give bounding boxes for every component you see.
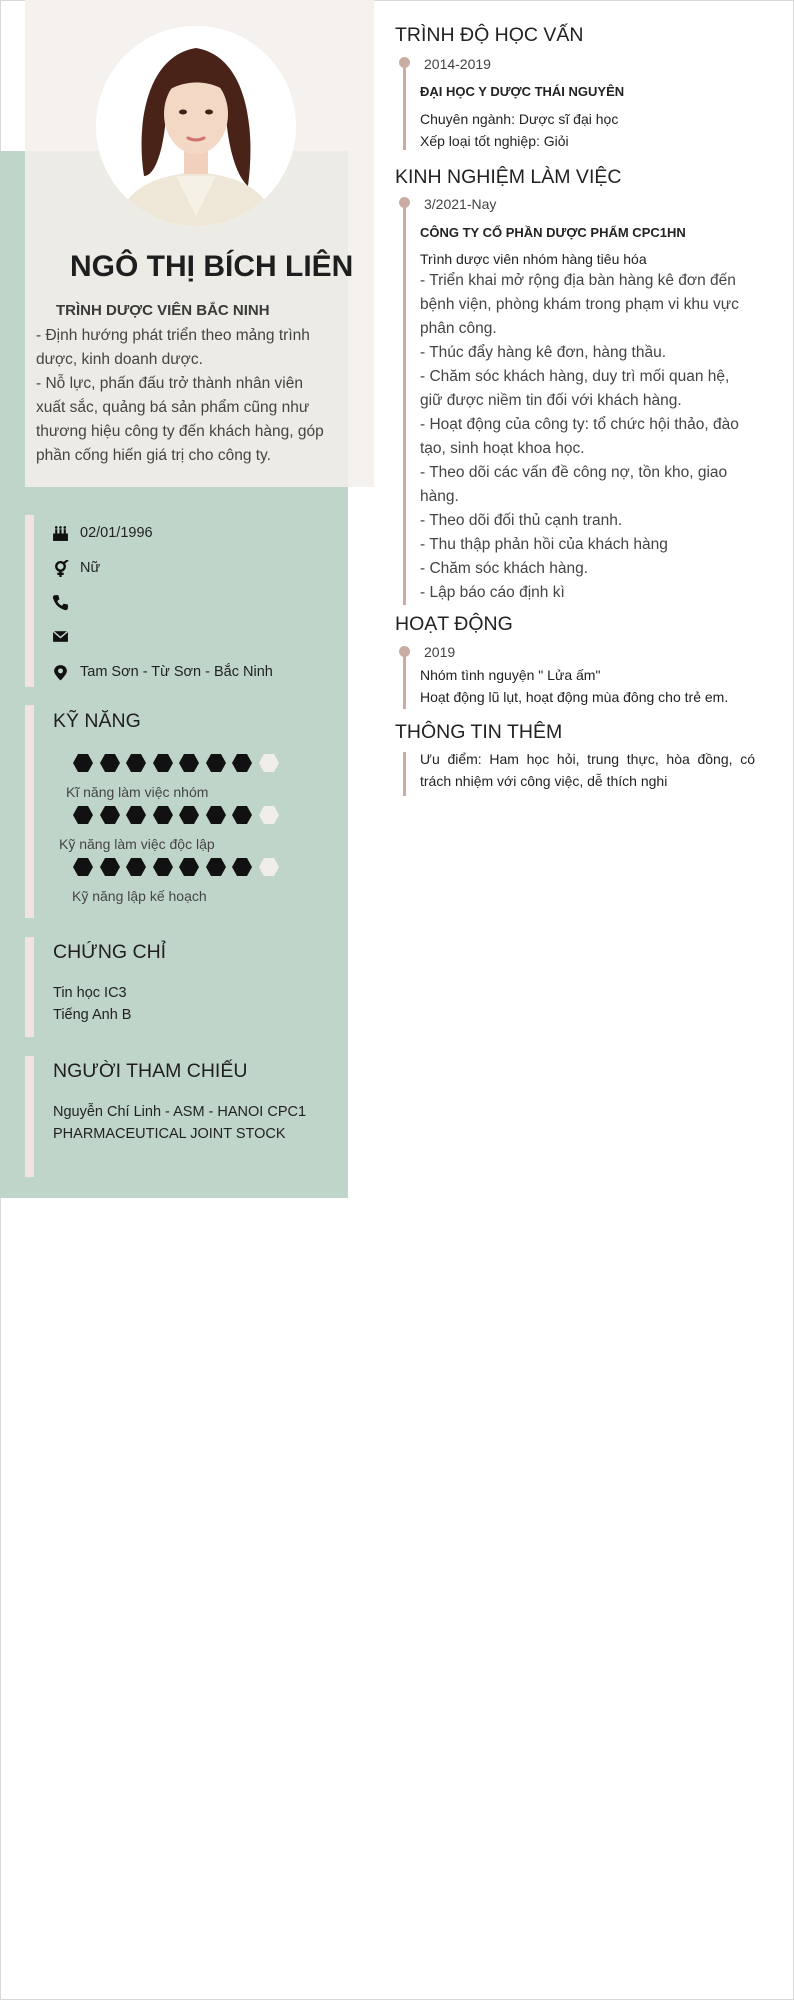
education-date: 2014-2019	[424, 56, 491, 72]
duty-item: - Thu thập phản hồi của khách hàng	[420, 536, 668, 553]
rating-dot-filled	[125, 804, 147, 826]
skill-rating	[72, 752, 284, 774]
candidate-name: NGÔ THỊ BÍCH LIÊN	[70, 250, 354, 283]
objective-line: - Định hướng phát triển theo mảng trình dược, kinh doanh dược.	[36, 327, 310, 368]
skill-label: Kĩ năng làm việc nhóm	[66, 784, 209, 800]
duty-item: - Triển khai mở rộng địa bàn hàng kê đơn đến bệnh viện, phòng khám trong phạm vi khu vực phân công.	[420, 272, 739, 337]
rating-dot-filled	[231, 804, 253, 826]
experience-title: KINH NGHIỆM LÀM VIỆC	[395, 166, 622, 188]
gender-value: Nữ	[80, 560, 101, 576]
skills-accent-bar	[25, 705, 34, 918]
rating-dot-filled	[125, 856, 147, 878]
experience-timeline	[403, 198, 406, 605]
additional-info-text: Ưu điểm: Ham học hỏi, trung thực, hòa đồng, có trách nhiệm với công việc, dễ thích nghi	[420, 751, 755, 789]
education-timeline	[403, 58, 406, 150]
gender-icon	[52, 560, 69, 577]
rating-dot-empty	[258, 752, 280, 774]
certificate-item: Tin học IC3	[53, 985, 127, 1001]
address-row	[52, 660, 273, 684]
duty-item: - Hoạt động của công ty: tổ chức hội thảo, đào tạo, sinh hoạt khoa học.	[420, 416, 739, 457]
location-pin-icon	[52, 664, 69, 681]
education-title: TRÌNH ĐỘ HỌC VẤN	[395, 24, 584, 46]
rating-dot-filled	[99, 804, 121, 826]
rating-dot-filled	[152, 804, 174, 826]
duty-item: - Theo dõi đối thủ cạnh tranh.	[420, 512, 623, 529]
timeline-dot	[399, 57, 410, 68]
skill-rating	[72, 856, 284, 878]
rating-dot-filled	[99, 752, 121, 774]
experience-date: 3/2021-Nay	[424, 196, 497, 212]
birthday-row	[52, 521, 153, 545]
rating-dot-filled	[72, 804, 94, 826]
activity-details	[420, 664, 755, 708]
duty-item: - Theo dõi các vấn đề công nợ, tồn kho, giao hàng.	[420, 464, 728, 505]
career-objective	[36, 324, 326, 468]
rating-dot-filled	[231, 856, 253, 878]
rating-dot-filled	[99, 856, 121, 878]
timeline-dot	[399, 646, 410, 657]
rating-dot-filled	[205, 804, 227, 826]
job-position: TRÌNH DƯỢC VIÊN BẮC NINH	[56, 302, 270, 319]
address-value: Tam Sơn - Từ Sơn - Bắc Ninh	[80, 664, 273, 680]
certificates-list	[53, 982, 323, 1026]
timeline-dot	[399, 197, 410, 208]
education-details	[420, 108, 755, 152]
education-major: Chuyên ngành: Dược sĩ đại học	[420, 111, 619, 127]
email-icon	[52, 628, 69, 645]
activities-title: HOẠT ĐỘNG	[395, 613, 513, 635]
email-row	[52, 624, 80, 648]
rating-dot-filled	[152, 752, 174, 774]
duty-item: - Thúc đẩy hàng kê đơn, hàng thầu.	[420, 344, 666, 361]
rating-dot-filled	[178, 856, 200, 878]
references-accent-bar	[25, 1056, 34, 1177]
activity-date: 2019	[424, 644, 456, 660]
additional-info-bar	[403, 752, 406, 796]
education-grade: Xếp loại tốt nghiệp: Giỏi	[420, 133, 569, 149]
skills-title: KỸ NĂNG	[53, 710, 141, 732]
duty-item: - Lập báo cáo định kì	[420, 584, 565, 601]
rating-dot-filled	[231, 752, 253, 774]
rating-dot-empty	[258, 804, 280, 826]
skill-label: Kỹ năng làm việc độc lập	[59, 836, 215, 852]
duty-item: - Chăm sóc khách hàng, duy trì mối quan hệ, giữ được niềm tin đối với khách hàng.	[420, 368, 730, 409]
rating-dot-filled	[178, 804, 200, 826]
skill-label: Kỹ năng lập kế hoạch	[72, 888, 207, 904]
birthday-value: 02/01/1996	[80, 525, 153, 541]
experience-duties	[420, 269, 755, 605]
rating-dot-filled	[178, 752, 200, 774]
references-title: NGƯỜI THAM CHIẾU	[53, 1060, 248, 1082]
rating-dot-filled	[125, 752, 147, 774]
rating-dot-empty	[258, 856, 280, 878]
rating-dot-filled	[72, 856, 94, 878]
rating-dot-filled	[205, 752, 227, 774]
skill-rating	[72, 804, 284, 826]
reference-text: Nguyễn Chí Linh - ASM - HANOI CPC1 PHARMACEUTICAL JOINT STOCK	[53, 1104, 307, 1142]
duty-item: - Chăm sóc khách hàng.	[420, 560, 589, 577]
rating-dot-filled	[205, 856, 227, 878]
phone-row	[52, 590, 80, 614]
rating-dot-filled	[152, 856, 174, 878]
additional-info-title: THÔNG TIN THÊM	[395, 721, 563, 743]
certificate-item: Tiếng Anh B	[53, 1007, 132, 1023]
activity-description: Hoạt động lũ lụt, hoạt động mùa đông cho trẻ em.	[420, 689, 729, 705]
education-school: ĐẠI HỌC Y DƯỢC THÁI NGUYÊN	[420, 84, 625, 99]
objective-line: - Nỗ lực, phấn đấu trở thành nhân viên xuất sắc, quảng bá sản phẩm cũng như thương hiệu công ty đến khách hàng, góp phần cống hiến giá trị cho công ty.	[36, 375, 324, 464]
birthday-cake-icon	[52, 525, 69, 542]
activity-name: Nhóm tình nguyện " Lửa ấm"	[420, 667, 601, 683]
certificates-title: CHỨNG CHỈ	[53, 941, 167, 963]
rating-dot-filled	[72, 752, 94, 774]
experience-company: CÔNG TY CỔ PHẦN DƯỢC PHẨM CPC1HN	[420, 225, 686, 240]
contact-accent-bar	[25, 515, 34, 687]
certificates-accent-bar	[25, 937, 34, 1037]
experience-role: Trình dược viên nhóm hàng tiêu hóa	[420, 251, 647, 267]
gender-row	[52, 556, 100, 580]
phone-icon	[52, 594, 69, 611]
avatar	[96, 26, 296, 226]
profile-photo	[96, 26, 296, 226]
